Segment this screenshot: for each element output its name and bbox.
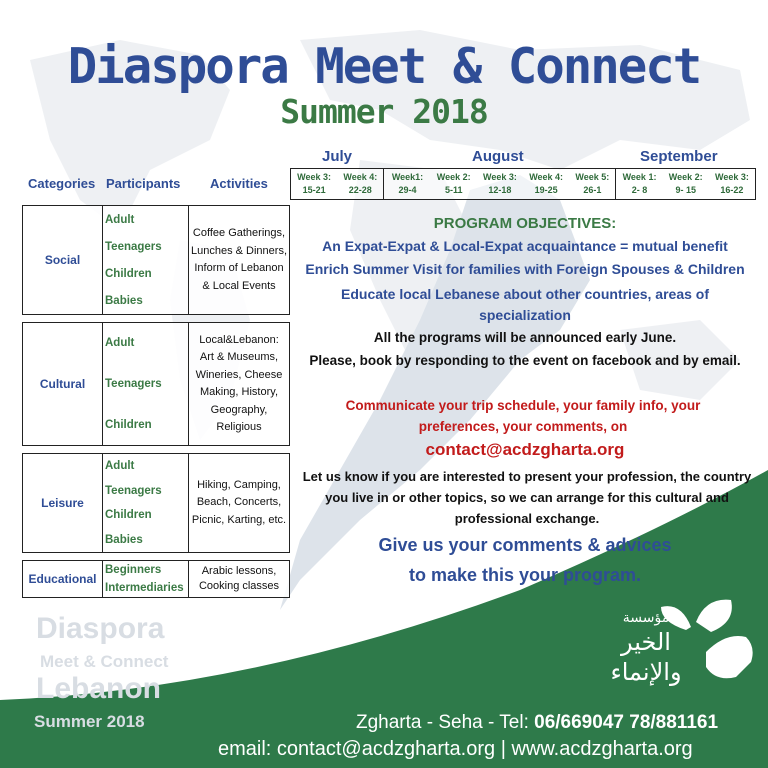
calendar-week: Week 2: 9- 15: [668, 172, 703, 195]
leaf-icon: [696, 600, 732, 632]
contact-email-link[interactable]: contact@acdzgharta.org: [425, 440, 625, 459]
activities-text: Local&Lebanon: Art & Museums, Wineries, Cheese Making, History, Geography, Religious: [195, 333, 283, 433]
calendar-week: Week 3: 12-18: [482, 172, 517, 195]
participants-list: [103, 206, 189, 314]
phone-2[interactable]: 78/881161: [629, 712, 719, 733]
activities-text: Arabic lessons, Cooking classes: [198, 565, 280, 592]
category-label: Cultural: [23, 323, 103, 445]
present-text: Let us know if you are interested to present your profession, the country you live in or other topics, so we can arrange for this cultural and professional exchange.: [302, 469, 752, 526]
footer-phone-line: Zgharta - Seha - Tel: 06/669047 78/881161: [356, 712, 719, 733]
objectives-heading: PROGRAM OBJECTIVES:: [433, 215, 617, 232]
footer-email-link[interactable]: contact@acdzgharta.org: [276, 738, 496, 760]
participant: Children: [105, 267, 152, 280]
svg-text:مؤسسة: مؤسسة: [622, 610, 670, 626]
foundation-logo: [586, 592, 764, 692]
participants-list: [103, 561, 189, 597]
participant: Adult: [105, 213, 135, 226]
table-row-social: [22, 205, 290, 315]
objective-item: An Expat-Expat & Local-Expat acquaintance = mutual benefit: [322, 238, 728, 254]
cta-line-1: Give us your comments & advices: [378, 535, 672, 555]
booking-text: Please, book by responding to the event on facebook and by email.: [309, 353, 741, 368]
watermark-line: Summer 2018: [34, 712, 145, 731]
cta-line-2: to make this your program.: [408, 565, 642, 585]
header-activities: Activities: [210, 176, 268, 191]
header-participants: Participants: [106, 176, 181, 191]
table-row-cultural: [22, 322, 290, 446]
participant: Beginners: [105, 564, 162, 576]
watermark-line: Diaspora: [36, 612, 165, 645]
calendar-weeks: [290, 168, 756, 200]
hand-icon: [706, 636, 753, 678]
phone-1[interactable]: 06/669047: [534, 712, 624, 733]
participant: Teenagers: [105, 240, 162, 253]
participant: Babies: [105, 294, 143, 307]
calendar-week: Week1: 29-4: [391, 172, 424, 195]
watermark-line: Lebanon: [36, 672, 161, 705]
table-row-leisure: [22, 453, 290, 553]
objective-item: Educate local Lebanese about other countries, areas of specialization: [341, 286, 709, 323]
calendar-week: Week 2: 5-11: [436, 172, 471, 195]
activities-text: Hiking, Camping, Beach, Concerts, Picnic, Karting, etc.: [191, 478, 287, 526]
participant: Intermediaries: [105, 582, 184, 594]
footer-web-line: email: contact@acdzgharta.org | www.acdzgharta.org: [218, 738, 693, 760]
announce-text: All the programs will be announced early June.: [373, 330, 677, 345]
header-categories: Categories: [28, 176, 96, 191]
calendar-week: Week 3: 15-21: [297, 172, 332, 195]
category-label: Leisure: [23, 454, 103, 552]
activities-text: Coffee Gatherings, Lunches & Dinners, Inform of Lebanon & Local Events: [191, 227, 287, 292]
calendar-week: Week 3: 16-22: [715, 172, 749, 195]
participant: Adult: [105, 460, 135, 473]
category-label: Educational: [23, 561, 103, 597]
watermark-line: Meet & Connect: [40, 652, 169, 671]
participant: Children: [105, 509, 152, 522]
calendar-week: Week 4: 22-28: [337, 169, 384, 199]
page-title: Diaspora Meet & Connect: [67, 38, 701, 95]
svg-text:والإنماء: والإنماء: [610, 658, 682, 686]
page-subtitle: Summer 2018: [280, 92, 488, 131]
participant: Teenagers: [105, 484, 162, 497]
footer-website-link[interactable]: www.acdzgharta.org: [511, 738, 693, 760]
participants-list: [103, 323, 189, 445]
calendar-week: Week 1: 2- 8: [622, 172, 657, 195]
svg-text:الخير: الخير: [621, 628, 671, 656]
participant: Adult: [105, 337, 135, 350]
communicate-text: Communicate your trip schedule, your family info, your preferences, your comments, on: [345, 398, 701, 434]
month-september: September: [640, 148, 718, 165]
table-row-educational: [22, 560, 290, 598]
calendar-week: Week 4: 19-25: [529, 172, 564, 195]
month-august: August: [472, 148, 524, 165]
calendar-week: Week 5: 26-1: [569, 169, 616, 199]
participant: Babies: [105, 533, 143, 546]
participants-list: [103, 454, 189, 552]
month-july: July: [322, 148, 353, 165]
objective-item: Enrich Summer Visit for families with Foreign Spouses & Children: [305, 261, 745, 277]
participant: Children: [105, 418, 152, 431]
participant: Teenagers: [105, 377, 162, 390]
category-label: Social: [23, 206, 103, 314]
